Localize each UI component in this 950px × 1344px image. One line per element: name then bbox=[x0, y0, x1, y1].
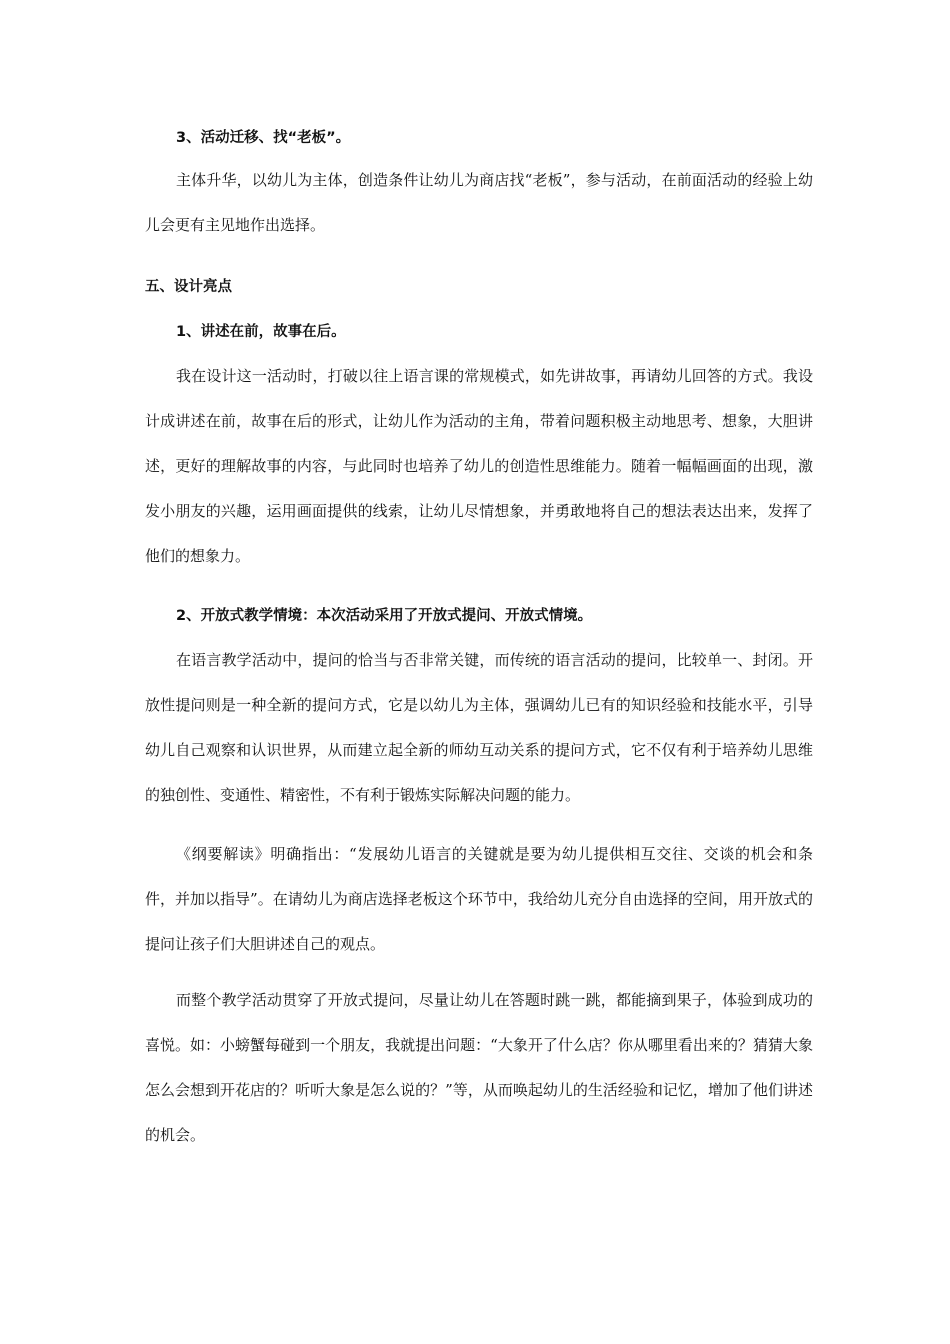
paragraph-point-1: 我在设计这一活动时，打破以往上语言课的常规模式，如先讲故事，再请幼儿回答的方式。我设计成讲述在前，故事在后的形式，让幼儿作为活动的主角，带着问题积极主动地思考、想象，大胆讲述，更好的理解故事的内容，与此同时也培养了幼儿的创造性思维能力。随着一幅幅画面的出现，激发小朋友的兴趣，运用画面提供的线索，让幼儿尽情想象，并勇敢地将自己的想法表达出来，发挥了他们的想象力。 bbox=[145, 367, 813, 565]
paragraph-point-2b: 《纲要解读》明确指出：“发展幼儿语言的关键就是要为幼儿提供相互交往、交谈的机会和条件，并加以指导”。在请幼儿为商店选择老板这个环节中，我给幼儿充分自由选择的空间，用开放式的提问让孩子们大胆讲述自己的观点。 bbox=[145, 845, 813, 953]
heading-section-five: 五、设计亮点 bbox=[145, 279, 232, 295]
paragraph-activity-3: 主体升华，以幼儿为主体，创造条件让幼儿为商店找“老板”，参与活动，在前面活动的经验上幼儿会更有主见地作出选择。 bbox=[145, 171, 813, 234]
paragraph-point-2a: 在语言教学活动中，提问的恰当与否非常关键，而传统的语言活动的提问，比较单一、封闭。开放性提问则是一种全新的提问方式，它是以幼儿为主体，强调幼儿已有的知识经验和技能水平，引导幼儿自己观察和认识世界，从而建立起全新的师幼互动关系的提问方式，它不仅有利于培养幼儿思维的独创性、变通性、精密性，不有利于锻炼实际解决问题的能力。 bbox=[145, 651, 813, 804]
heading-point-1: 1、讲述在前，故事在后。 bbox=[176, 324, 346, 340]
paragraph-point-2c: 而整个教学活动贯穿了开放式提问，尽量让幼儿在答题时跳一跳，都能摘到果子，体验到成功的喜悦。如：小螃蟹每碰到一个朋友，我就提出问题：“大象开了什么店？你从哪里看出来的？猜猜大象怎么会想到开花店的？听听大象是怎么说的？”等，从而唤起幼儿的生活经验和记忆，增加了他们讲述的机会。 bbox=[145, 991, 813, 1144]
heading-point-2: 2、开放式教学情境：本次活动采用了开放式提问、开放式情境。 bbox=[176, 608, 593, 624]
heading-activity-3: 3、活动迁移、找“老板”。 bbox=[176, 130, 351, 146]
